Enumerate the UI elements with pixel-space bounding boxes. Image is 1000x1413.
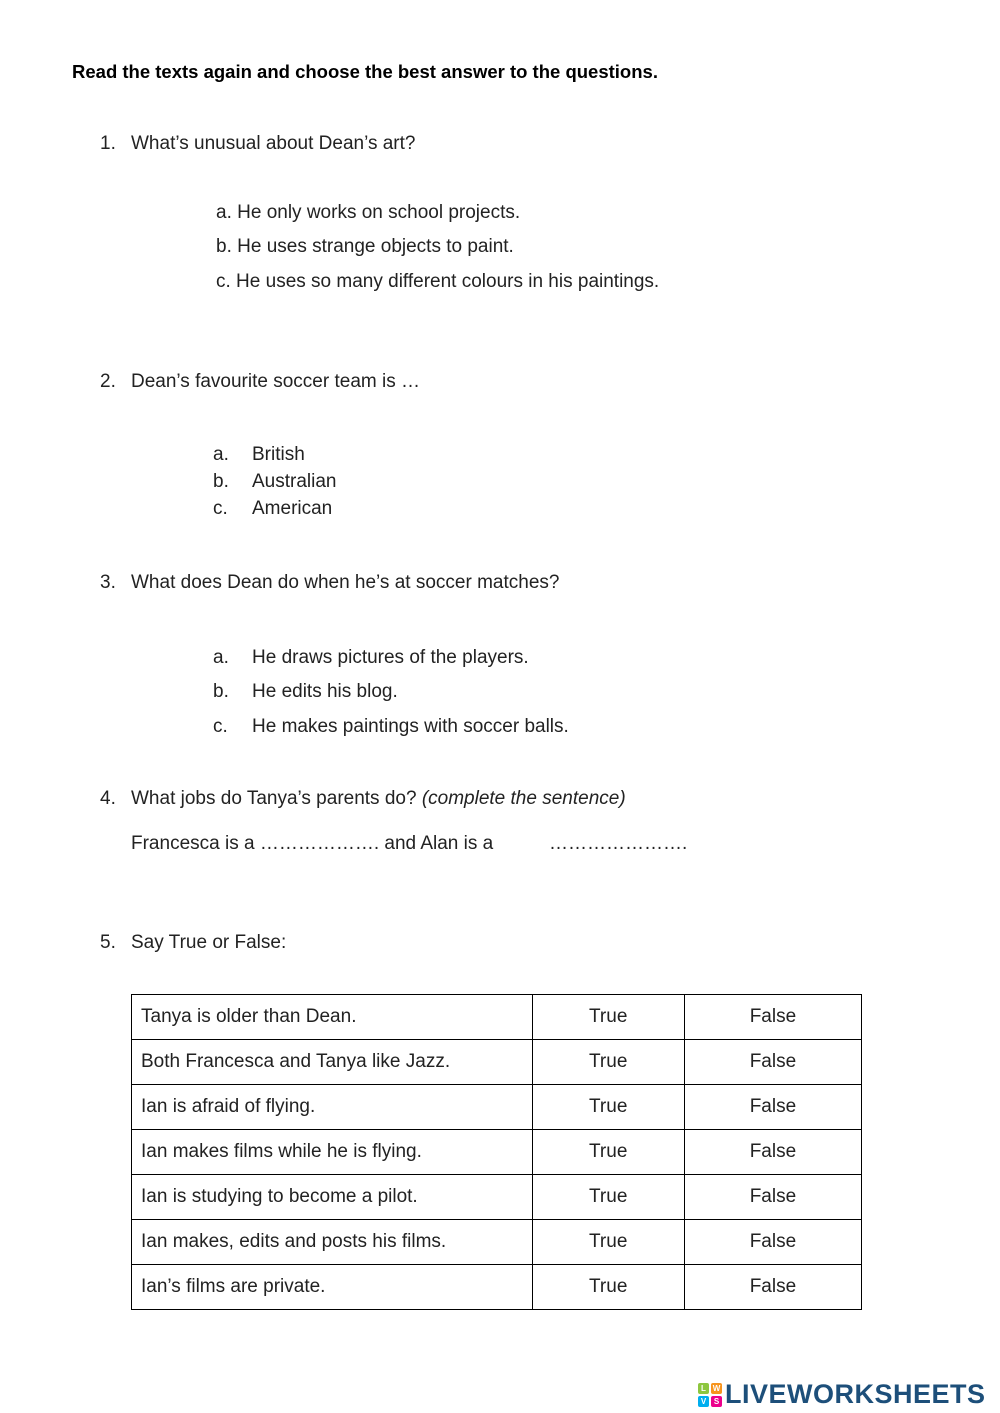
logo-tile-icon: W <box>712 1383 721 1393</box>
statement-cell: Ian makes, edits and posts his films. <box>132 1220 533 1265</box>
q2-option-b-letter: b. <box>213 471 229 492</box>
true-option[interactable]: True <box>532 1265 684 1310</box>
q3-option-c-letter: c. <box>213 716 228 737</box>
q2-option-c-letter: c. <box>213 498 228 519</box>
question-3-text: What does Dean do when he’s at soccer matches? <box>131 572 560 593</box>
question-2-text: Dean’s favourite soccer team is … <box>131 371 420 392</box>
q1-option-b[interactable]: b. He uses strange objects to paint. <box>216 236 514 257</box>
question-4-prompt: What jobs do Tanya’s parents do? <box>131 788 417 809</box>
q1-option-c[interactable]: c. He uses so many different colours in his paintings. <box>216 271 660 292</box>
table-row <box>132 995 862 1040</box>
table-row <box>132 1265 862 1310</box>
logo-tile-icon: V <box>698 1396 709 1407</box>
table-row <box>132 1085 862 1130</box>
table-row <box>132 1220 862 1265</box>
q2-option-a[interactable]: British <box>252 444 305 465</box>
question-1-number: 1. <box>100 133 116 154</box>
instructions-heading: Read the texts again and choose the best answer to the questions. <box>72 61 658 82</box>
q3-option-a[interactable]: He draws pictures of the players. <box>252 647 529 668</box>
question-4-text <box>131 788 626 810</box>
statement-cell: Ian makes films while he is flying. <box>132 1130 533 1175</box>
table-row <box>132 1175 862 1220</box>
q2-option-c[interactable]: American <box>252 498 333 519</box>
false-option[interactable]: False <box>684 1085 861 1130</box>
q4-blank-alan[interactable] <box>549 831 701 857</box>
q3-option-b-letter: b. <box>213 681 229 702</box>
logo-tile-icon: S <box>711 1396 722 1407</box>
true-option[interactable]: True <box>532 1040 684 1085</box>
q3-option-a-letter: a. <box>213 647 229 668</box>
logo-icon <box>698 1383 722 1407</box>
question-4-number: 4. <box>100 788 116 809</box>
q1-option-a[interactable]: a. He only works on school projects. <box>216 202 521 223</box>
false-option[interactable]: False <box>684 995 861 1040</box>
question-3-number: 3. <box>100 572 116 593</box>
q4-sentence-part2: …………………. <box>549 833 688 854</box>
true-option[interactable]: True <box>532 1085 684 1130</box>
liveworksheets-logo[interactable] <box>698 1379 986 1410</box>
false-option[interactable]: False <box>684 1040 861 1085</box>
false-option[interactable]: False <box>684 1130 861 1175</box>
true-option[interactable]: True <box>532 995 684 1040</box>
q2-option-a-letter: a. <box>213 444 229 465</box>
true-option[interactable]: True <box>532 1130 684 1175</box>
statement-cell: Ian is afraid of flying. <box>132 1085 533 1130</box>
q3-option-c[interactable]: He makes paintings with soccer balls. <box>252 716 569 737</box>
q4-blank-francesca[interactable] <box>268 831 398 857</box>
statement-cell: Both Francesca and Tanya like Jazz. <box>132 1040 533 1085</box>
table-row <box>132 1130 862 1175</box>
question-4-hint: (complete the sentence) <box>421 788 626 809</box>
logo-text: LIVEWORKSHEETS <box>725 1379 986 1409</box>
true-false-table <box>131 994 862 1310</box>
statement-cell: Tanya is older than Dean. <box>132 995 533 1040</box>
q4-sentence-part1: Francesca is a ………………. and Alan is a <box>131 833 494 854</box>
question-5-number: 5. <box>100 932 116 953</box>
true-option[interactable]: True <box>532 1220 684 1265</box>
question-2-number: 2. <box>100 371 116 392</box>
table-row <box>132 1040 862 1085</box>
true-option[interactable]: True <box>532 1175 684 1220</box>
logo-tile-icon: L <box>698 1383 709 1394</box>
statement-cell: Ian is studying to become a pilot. <box>132 1175 533 1220</box>
false-option[interactable]: False <box>684 1175 861 1220</box>
false-option[interactable]: False <box>684 1220 861 1265</box>
false-option[interactable]: False <box>684 1265 861 1310</box>
question-1-text: What’s unusual about Dean’s art? <box>131 133 416 154</box>
q3-option-b[interactable]: He edits his blog. <box>252 681 398 702</box>
question-5-text: Say True or False: <box>131 932 287 953</box>
statement-cell: Ian’s films are private. <box>132 1265 533 1310</box>
q2-option-b[interactable]: Australian <box>252 471 337 492</box>
